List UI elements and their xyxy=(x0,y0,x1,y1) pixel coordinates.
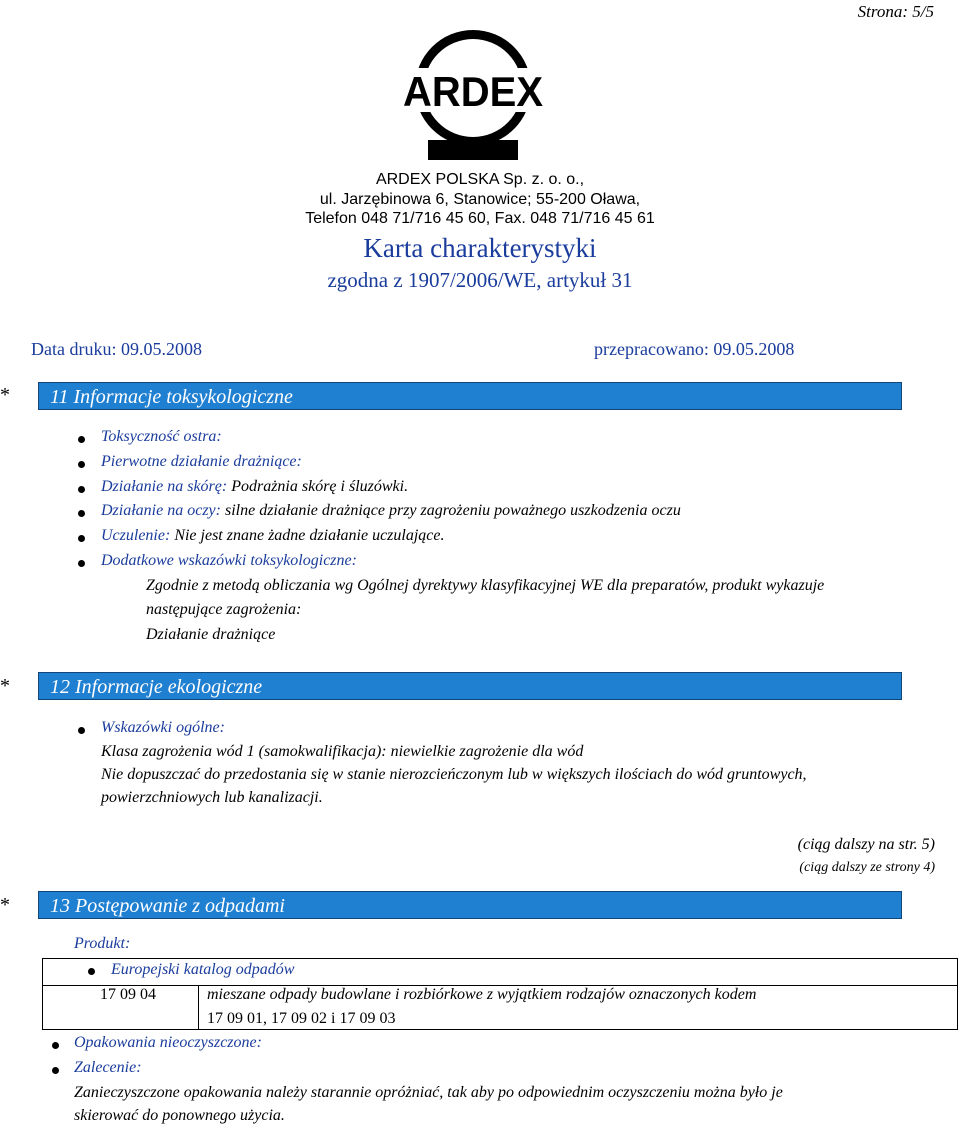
paragraph-line: Nie dopuszczać do przedostania się w stanie nierozcieńczonym lub w większych ilościach do wód gruntowych, xyxy=(101,766,807,783)
list-item xyxy=(101,428,222,446)
paragraph-line: Zgodnie z metodą obliczania wg Ogólnej dyrektywy klasyfikacyjnej WE dla preparatów, produkt wykazuje xyxy=(146,577,825,594)
continuation-next: (ciąg dalszy na str. 5) xyxy=(797,836,935,853)
packaging-label: Opakowania nieoczyszczone: xyxy=(74,1034,262,1051)
waste-description: mieszane odpady budowlane i rozbiórkowe z wyjątkiem rodzajów oznaczonych kodem xyxy=(207,986,757,1003)
list-item xyxy=(101,502,681,520)
section-11-marker: * xyxy=(0,384,10,406)
paragraph-line: Klasa zagrożenia wód 1 (samokwalifikacja): niewielkie zagrożenie dla wód xyxy=(101,743,584,760)
list-item xyxy=(101,527,445,545)
bullet xyxy=(78,560,85,567)
bullet xyxy=(78,461,85,468)
list-item xyxy=(101,552,357,570)
paragraph-line: Zanieczyszczone opakowania należy starannie opróżniać, tak aby po odpowiednim oczyszczeniu można było je xyxy=(74,1084,783,1101)
company-name: ARDEX POLSKA Sp. z. o. o., xyxy=(375,171,585,188)
recommendation-label: Zalecenie: xyxy=(74,1059,142,1076)
print-date: Data druku: 09.05.2008 xyxy=(31,339,202,359)
paragraph-line: skierować do ponownego użycia. xyxy=(74,1107,285,1124)
paragraph-line: następujące zagrożenia: xyxy=(146,601,302,618)
section-12-marker: * xyxy=(0,675,10,697)
bullet xyxy=(52,1042,59,1049)
waste-description: 17 09 01, 17 09 02 i 17 09 03 xyxy=(207,1010,396,1027)
section-12-header: 12 Informacje ekologiczne xyxy=(38,672,902,700)
item-label: Toksyczność ostra: xyxy=(101,428,222,445)
waste-code: 17 09 04 xyxy=(100,986,156,1003)
table-column-divider xyxy=(198,986,199,1030)
section-11-header: 11 Informacje toksykologiczne xyxy=(38,382,902,410)
bullet xyxy=(78,486,85,493)
revision-date: przepracowano: 09.05.2008 xyxy=(594,339,795,359)
company-phone: Telefon 048 71/716 45 60, Fax. 048 71/716 45 61 xyxy=(305,210,655,227)
company-address: ul. Jarzębinowa 6, Stanowice; 55-200 Oława, xyxy=(319,190,641,208)
logo-text: ARDEX xyxy=(403,68,543,115)
item-value: silne działanie drażniące przy zagrożeniu poważnego uszkodzenia oczu xyxy=(224,502,681,519)
company-block xyxy=(0,170,960,229)
document-title: Karta charakterystyki xyxy=(363,233,597,263)
paragraph-line: Działanie drażniące xyxy=(146,626,276,643)
list-item xyxy=(101,453,302,471)
paragraph-line: powierzchniowych lub kanalizacji. xyxy=(101,789,323,806)
bullet xyxy=(88,968,95,975)
bullet xyxy=(78,510,85,517)
section-13-marker: * xyxy=(0,894,10,916)
item-label: Wskazówki ogólne: xyxy=(101,719,225,736)
item-value: Podrażnia skórę i śluzówki. xyxy=(231,478,409,495)
catalog-label: Europejski katalog odpadów xyxy=(111,961,295,978)
document-subtitle: zgodna z 1907/2006/WE, artykuł 31 xyxy=(327,268,633,292)
continuation-prev: (ciąg dalszy ze strony 4) xyxy=(799,860,935,875)
bullet xyxy=(78,727,85,734)
item-value: Nie jest znane żadne działanie uczulające. xyxy=(174,527,445,544)
bullet xyxy=(52,1067,59,1074)
item-label: Uczulenie: xyxy=(101,527,171,544)
bullet xyxy=(78,535,85,542)
list-item xyxy=(101,478,408,496)
ardex-logo xyxy=(398,28,548,163)
item-label: Pierwotne działanie drażniące: xyxy=(101,453,302,470)
page-number: Strona: 5/5 xyxy=(857,2,934,21)
section-13-header: 13 Postępowanie z odpadami xyxy=(38,891,902,919)
item-label: Dodatkowe wskazówki toksykologiczne: xyxy=(101,552,357,569)
item-label: Działanie na oczy: xyxy=(101,502,221,519)
item-label: Działanie na skórę: xyxy=(101,478,228,495)
product-label: Produkt: xyxy=(74,935,131,952)
bullet xyxy=(78,436,85,443)
